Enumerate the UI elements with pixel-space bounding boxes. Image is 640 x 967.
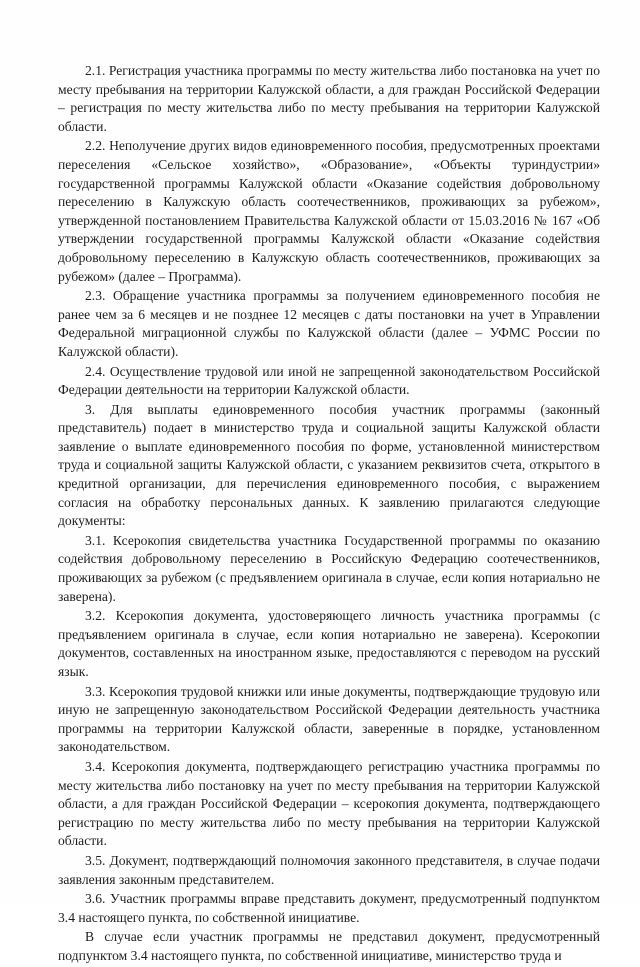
paragraph-continuation: В случае если участник программы не представил документ, предусмотренный подпунктом 3.4 настоящего пункта, по собственной инициативе, министерство труда и <box>58 929 600 963</box>
paragraph-2-1: 2.1. Регистрация участника программы по месту жительства либо постановка на учет по месту пребывания на территории Калужской области, а для граждан Российской Федерации – регистрация по месту жительства либо по месту пребывания на территории Калужской области. <box>58 63 600 134</box>
paragraph-2-3: 2.3. Обращение участника программы за получением единовременного пособия не ранее чем за 6 месяцев и не позднее 12 месяцев с даты постановки на учет в Управлении Федеральной миграционной службы по Калужской области (далее – УФМС России по Калужской области). <box>58 288 600 359</box>
paragraph-3-2: 3.2. Ксерокопия документа, удостоверяющего личность участника программы (с предъявлением оригинала в случае, если копия нотариально не заверена). Ксерокопии документов, составленных на иностранном языке, предоставляются с переводом на русский язык. <box>58 608 600 679</box>
paragraph-2-4: 2.4. Осуществление трудовой или иной не запрещенной законодательством Российской Федерации деятельности на территории Калужской области. <box>58 363 600 398</box>
document-body <box>58 62 600 967</box>
paragraph-3: 3. Для выплаты единовременного пособия участник программы (законный представитель) подает в министерство труда и социальной защиты Калужской области заявление о выплате единовременного пособия по форме, установленной министерством труда и социальной защиты Калужской области, с указанием реквизитов счета, открытого в кредитной организации, для перечисления единовременного пособия, с выражением согласия на обработку персональных данных. К заявлению прилагаются следующие документы: <box>58 401 600 529</box>
paragraph-3-6: 3.6. Участник программы вправе представить документ, предусмотренный подпунктом 3.4 настоящего пункта, по собственной инициативе. <box>58 891 600 925</box>
paragraph-3-1: 3.1. Ксерокопия свидетельства участника Государственной программы по оказанию содействия добровольному переселению в Российскую Федерацию соотечественников, проживающих за рубежом (с предъявлением оригинала в случае, если копия нотариально не заверена). <box>58 532 600 604</box>
paragraph-3-4: 3.4. Ксерокопия документа, подтверждающего регистрацию участника программы по месту жительства либо постановку на учет по месту пребывания на территории Калужской области, а для граждан Российской Федерации – ксерокопия документа, подтверждающего регистрацию по месту жительства либо по месту пребывания на территории Калужской области. <box>58 758 600 849</box>
paragraph-3-3: 3.3. Ксерокопия трудовой книжки или иные документы, подтверждающие трудовую или иную не запрещенную законодательством Российской Федерации деятельность участника программы на территории Калужской области, заверенные в порядке, установленном законодательством. <box>58 683 600 755</box>
paragraph-2-2: 2.2. Неполучение других видов единовременного пособия, предусмотренных проектами переселения «Сельское хозяйство», «Образование», «Объекты туриндустрии» государственной программы Калужской области «Оказание содействия добровольному переселению в Калужскую область соотечественников, проживающих за рубежом», утвержденной постановлением Правительства Калужской области от 15.03.2016 № 167 «Об утверждении государственной программы Калужской области «Оказание содействия добровольному переселению в Калужскую область соотечественников, проживающих за рубежом» (далее – Программа). <box>58 138 600 284</box>
paragraph-3-5: 3.5. Документ, подтверждающий полномочия законного представителя, в случае подачи заявления законным представителем. <box>58 852 600 887</box>
